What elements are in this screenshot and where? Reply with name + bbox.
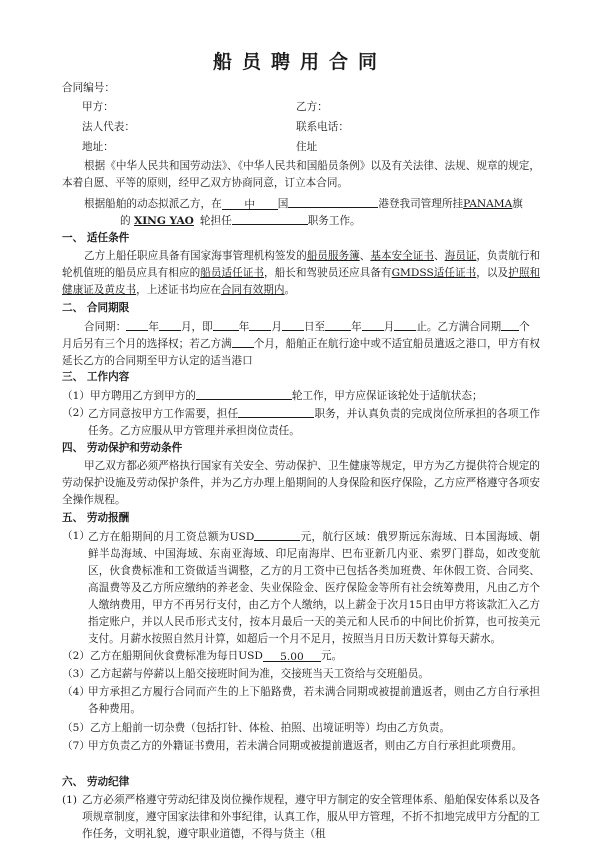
item-number: （1） — [62, 530, 90, 542]
section-heading: 二、 合同期限 — [62, 302, 130, 314]
assignment-line-1 — [84, 195, 523, 213]
blank-field — [325, 318, 351, 331]
item-number: （1） — [62, 390, 90, 402]
contract-number-label: 合同编号： — [62, 82, 115, 94]
blank-field — [394, 318, 416, 331]
list-item — [62, 720, 450, 737]
position-blank — [232, 212, 308, 225]
item-text: 乙方上船前一切杂费（包括打针、体检、拍照、出境证明等）均由乙方负责。 — [89, 722, 451, 734]
blank-field — [501, 318, 519, 331]
list-item — [62, 648, 342, 665]
item-text — [88, 528, 540, 648]
text: 止。乙方满合同期 — [416, 321, 502, 333]
text: 甲方聘用乙方到甲方的 — [89, 390, 196, 402]
text: 个 — [519, 321, 530, 333]
blank-field — [196, 387, 292, 400]
item-number: (1) — [62, 794, 78, 806]
address-label: 地址： — [82, 141, 114, 153]
assignment-line-2 — [120, 212, 361, 230]
text: 乙方上船任职应具备有国家海事管理机构签发的 — [84, 250, 307, 262]
text: 轮工作，甲方应保证该轮处于适航状态； — [291, 390, 483, 402]
item-number: （5） — [62, 722, 90, 734]
certificate-underlined: 船员适任证书 — [200, 267, 264, 279]
list-item — [62, 684, 540, 718]
item-number: （2） — [62, 407, 90, 419]
blank-field — [249, 318, 271, 331]
text: 年 — [238, 321, 250, 333]
text: 职务，并认真负责的完成岗位所承担的各项工作任务。乙方应服从甲方管理并承担岗位责任。 — [88, 408, 541, 437]
list-item — [62, 528, 540, 648]
text: 乙方在船期间伙食费标准为每日USD — [89, 650, 263, 662]
flag-value: PANAMA — [463, 198, 513, 210]
section-4-paragraph: 甲乙双方都必须严格执行国家有关安全、劳动保护、卫生健康等规定，甲方为乙方提供符合规定的劳动保护设施及劳动保护条件，并为乙方办理上船期间的人身保险和医疗保险，乙方应严格遵守各项安全操作规程。 — [62, 460, 540, 506]
item-text: 乙方起薪与停薪以上船交接班时间为准，交接班当天工资给与交班船员。 — [89, 668, 429, 680]
text: 年 — [351, 321, 362, 333]
text: 月 — [271, 321, 282, 333]
list-item — [62, 387, 483, 405]
text: 。 — [284, 284, 296, 296]
text: 个月，船舶正在航行途中或不适宜船员遣返之港口，甲方有权延长乙方的合同期至甲方认定的适当港口 — [62, 338, 541, 367]
text: 月，即 — [180, 321, 213, 333]
party-a-label: 甲方： — [82, 101, 114, 113]
text: 月后另有三个月的选择权；若乙方满 — [62, 338, 232, 350]
text: 元，航行区域：俄罗斯远东海域、日本国海域、朝鲜半岛海域、中国海域、东南亚海域、印尼南海岸、巴布亚新几内亚、索罗门群岛，如改变航区，伙食费标准和工资做适当调整，乙方的月工资中已包括各类加班费、年休假工资、合同奖、高温费等及乙方所应缴纳的养老金、失业保险金、医疗保险金等所有社会统筹费用，凡由乙方个人缴纳费用，甲方不再另行支付，由乙方个人缴纳，以上薪金于次月15日由甲方将该款汇入乙方指定账户，并以人民币形式支付，按本月最后一天的美元和人民币的中间比价折算，也可按美元支付。月薪水按照自然月计算，如超后一个月不足月，按照当月日历天数计算每天薪水。 — [88, 531, 540, 645]
text: 月 — [383, 321, 395, 333]
text: ，负责航行和轮机值班的船员应具有相应的 — [62, 250, 541, 279]
certificate-underlined: GMDSS适任证书 — [391, 267, 477, 279]
assignment-text: 轮担任 — [199, 215, 232, 227]
section-heading: 五、 劳动报酬 — [62, 512, 130, 524]
assignment-text: 旗 — [512, 198, 523, 210]
item-text: 甲方承担乙方履行合同而产生的上下船路费，若未满合同期或被提前遣返者，则由乙方自行承担各种费用。 — [88, 686, 540, 715]
legal-rep-label: 法人代表： — [82, 121, 135, 133]
text: 合同期： — [84, 321, 127, 333]
blank-field — [362, 318, 384, 331]
list-item — [62, 666, 429, 683]
certificate-underlined: 基本安全证书 — [370, 250, 434, 262]
text: ，以及 — [476, 267, 509, 279]
text: 乙方同意按甲方工作需要，担任 — [88, 408, 239, 420]
page-title: 船员聘用合同 — [212, 51, 387, 73]
contract-term-paragraph — [62, 335, 540, 370]
assignment-text: 职务工作。 — [307, 215, 361, 227]
blank-field — [232, 335, 254, 348]
section-heading: 三、 工作内容 — [62, 371, 130, 383]
text: 、 — [433, 250, 445, 262]
section-heading: 一、 适任条件 — [62, 232, 130, 244]
text: ，船长和驾驶员还应具备有 — [264, 267, 392, 279]
intro-paragraph: 根据《中华人民共和国劳动法》、《中华人民共和国船员条例》以及有关法律、法规、规章的规定，本着自愿、平等的原则，经甲乙双方协商同意，订立本合同。 — [62, 160, 540, 189]
item-number: （2） — [62, 650, 90, 662]
port-blank — [288, 195, 378, 208]
assignment-text: 国 — [277, 198, 289, 210]
salary-blank — [254, 528, 300, 541]
certificate-underlined: 船员服务簿 — [306, 250, 360, 262]
phone-label: 联系电话： — [296, 121, 349, 133]
blank-field — [126, 318, 148, 331]
certificate-underlined: 海员证 — [444, 250, 477, 262]
residence-label: 住址 — [296, 141, 318, 153]
country-blank: 中 — [222, 197, 278, 210]
list-item — [62, 405, 540, 440]
assignment-text: 的 — [120, 215, 131, 227]
blank-field — [159, 318, 181, 331]
ship-name-value: XING YAO — [133, 215, 194, 227]
section-1-paragraph — [62, 248, 540, 299]
blank-field — [282, 318, 304, 331]
section-heading: 四、 劳动保护和劳动条件 — [62, 442, 183, 454]
text: ，上述证书均应在 — [136, 284, 221, 296]
item-number: （3） — [62, 668, 90, 680]
list-item — [62, 738, 540, 755]
item-number: （7） — [62, 740, 90, 752]
item-text: 乙方必须严格遵守劳动纪律及岗位操作规程，遵守甲方制定的安全管理体系、船舶保安体系以及各项规章制度，遵守国家法律和外事纪律，认真工作，服从甲方管理，不折不扣地完成甲方分配的工作任务，文明礼貌，遵守职业道德，不得与货主（租 — [82, 794, 540, 840]
section-heading: 六、 劳动纪律 — [62, 776, 130, 788]
blank-field — [213, 318, 239, 331]
party-b-label: 乙方： — [296, 101, 328, 113]
text: 乙方在船期间的月工资总额为USD — [88, 531, 255, 543]
assignment-text: 根据船舶的动态拟派乙方，在 — [84, 198, 222, 210]
text: 元。 — [320, 650, 343, 662]
text: 日至 — [303, 321, 326, 333]
text: 、 — [359, 250, 371, 262]
text: 年 — [148, 321, 159, 333]
contract-term-line — [84, 318, 530, 336]
item-text — [88, 405, 540, 440]
certificate-underlined: 护照和健康证及黄皮书 — [62, 267, 541, 296]
food-allowance-value: 5.00 — [263, 649, 321, 662]
blank-field — [238, 405, 314, 418]
list-item — [62, 792, 540, 843]
item-text: 甲方负责乙方的外籍证书费用，若未满合同期或被提前遣返者，则由乙方自行承担此项费用。 — [88, 740, 523, 752]
assignment-text: 港登我司管理所挂 — [378, 198, 464, 210]
certificate-underlined: 合同有效期内 — [220, 284, 285, 296]
item-number: （4） — [62, 686, 90, 698]
